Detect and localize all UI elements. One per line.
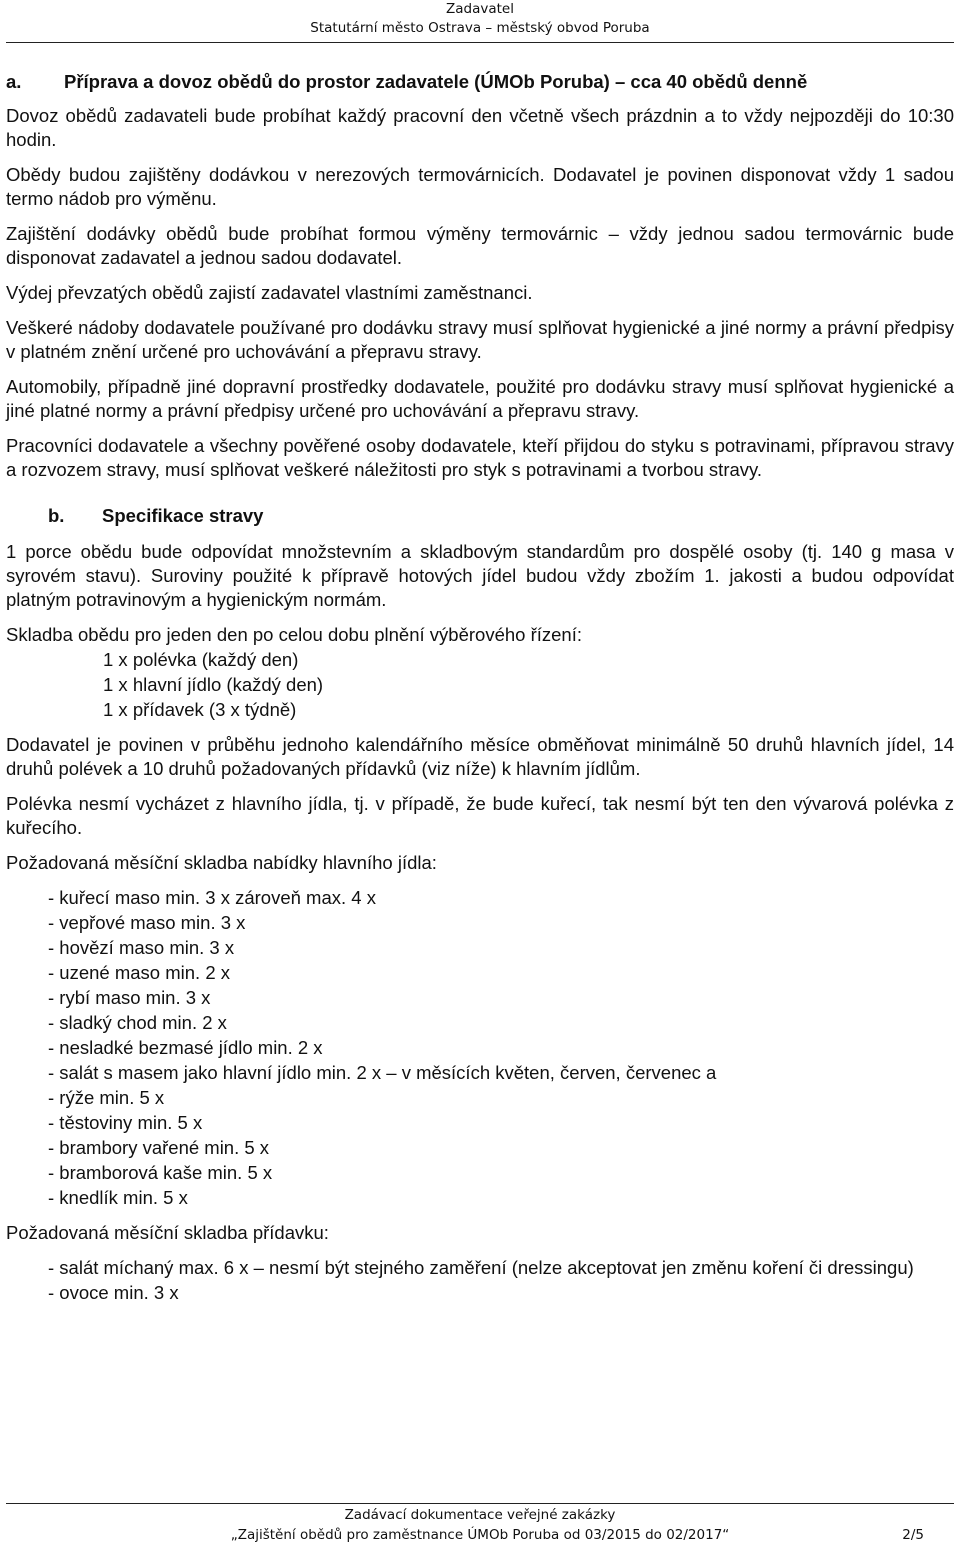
section-b-title: Specifikace stravy — [102, 505, 264, 526]
section-a-paragraph: Zajištění dodávky obědů bude probíhat formou výměny termovárnic – vždy jednou sadou termovárnic bude disponovat zadavatel a jednou sadou dodavatel. — [6, 223, 954, 268]
list-item: 1 x přídavek (3 x týdně) — [103, 699, 297, 720]
footer-divider — [6, 1503, 954, 1504]
header-divider — [6, 42, 954, 43]
variety-paragraph: Dodavatel je povinen v průběhu jednoho kalendářního měsíce obměňovat minimálně 50 druhů hlavních jídel, 14 druhů polévek a 10 druhů požadovaných přídavků (viz níže) k hlavním jídlům. — [6, 734, 954, 779]
section-a-heading — [6, 70, 954, 94]
list-item: - bramborová kaše min. 5 x — [48, 1162, 273, 1183]
section-a-paragraph: Obědy budou zajištěny dodávkou v nerezových termovárnicích. Dodavatel je povinen disponovat vždy 1 sadou termo nádob pro výměnu. — [6, 164, 954, 209]
main-dish-title: Požadovaná měsíční skladba nabídky hlavního jídla: — [6, 852, 437, 873]
section-a-paragraph: Dovoz obědů zadavateli bude probíhat každý pracovní den včetně všech prázdnin a to vždy nejpozději do 10:30 hodin. — [6, 105, 954, 150]
section-a-paragraph: Pracovníci dodavatele a všechny pověřené osoby dodavatele, kteří přijdou do styku s potravinami, přípravou stravy a rozvozem stravy, musí splňovat veškeré náležitosti pro styk s potravinami a tvorbou stravy. — [6, 435, 954, 480]
list-item: - salát s masem jako hlavní jídlo min. 2 x – v měsících květen, červen, červenec a — [48, 1062, 717, 1083]
footer-project-name: „Zajištění obědů pro zaměstnance ÚMOb Poruba od 03/2015 do 02/2017“ — [230, 1527, 730, 1543]
header-line-2: Statutární město Ostrava – městský obvod Poruba — [310, 20, 650, 36]
section-b-heading — [6, 504, 954, 528]
section-a-mark: a. — [6, 71, 22, 92]
list-item: 1 x polévka (každý den) — [103, 649, 299, 670]
list-item: - knedlík min. 5 x — [48, 1187, 188, 1208]
section-b-mark: b. — [48, 505, 65, 526]
list-item: 1 x hlavní jídlo (každý den) — [103, 674, 324, 695]
list-item: - kuřecí maso min. 3 x zároveň max. 4 x — [48, 887, 376, 908]
footer-row — [0, 1525, 960, 1545]
list-item: - nesladké bezmasé jídlo min. 2 x — [48, 1037, 323, 1058]
list-item: - rybí maso min. 3 x — [48, 987, 211, 1008]
page-header — [0, 0, 960, 38]
footer-title: Zadávací dokumentace veřejné zakázky — [344, 1507, 616, 1523]
soup-paragraph: Polévka nesmí vycházet z hlavního jídla, tj. v případě, že bude kuřecí, tak nesmí být ten den vývarová polévka z kuřecího. — [6, 793, 954, 838]
list-item: - salát míchaný max. 6 x – nesmí být stejného zaměření (nelze akceptovat jen změnu koření či dressingu) — [48, 1257, 914, 1278]
section-a-paragraph: Veškeré nádoby dodavatele používané pro dodávku stravy musí splňovat hygienické a jiné normy a právní předpisy v platném znění určené pro uchovávání a přepravu stravy. — [6, 317, 954, 362]
composition-intro: Skladba obědu pro jeden den po celou dobu plnění výběrového řízení: — [6, 624, 582, 645]
composition-list — [103, 647, 954, 722]
list-item: - rýže min. 5 x — [48, 1087, 165, 1108]
document-body — [6, 70, 954, 1316]
header-line-1: Zadavatel — [446, 1, 514, 17]
list-item: - brambory vařené min. 5 x — [48, 1137, 270, 1158]
list-item: - hovězí maso min. 3 x — [48, 937, 235, 958]
side-dish-title: Požadovaná měsíční skladba přídavku: — [6, 1222, 329, 1243]
side-dish-list — [48, 1255, 954, 1305]
section-a-paragraph: Výdej převzatých obědů zajistí zadavatel vlastními zaměstnanci. — [6, 282, 533, 303]
page-footer — [0, 1505, 960, 1545]
list-item: - ovoce min. 3 x — [48, 1282, 179, 1303]
list-item: - vepřové maso min. 3 x — [48, 912, 246, 933]
page-number: 2/5 — [902, 1527, 924, 1543]
section-a-paragraph: Automobily, případně jiné dopravní prostředky dodavatele, použité pro dodávku stravy musí splňovat hygienické a jiné platné normy a právní předpisy určené pro uchovávání a přepravu stravy. — [6, 376, 954, 421]
section-a-title: Příprava a dovoz obědů do prostor zadavatele (ÚMOb Poruba) – cca 40 obědů denně — [64, 71, 808, 92]
list-item: - sladký chod min. 2 x — [48, 1012, 227, 1033]
list-item: - uzené maso min. 2 x — [48, 962, 230, 983]
list-item: - těstoviny min. 5 x — [48, 1112, 203, 1133]
portion-standard-paragraph: 1 porce obědu bude odpovídat množstevním a skladbovým standardům pro dospělé osoby (tj. 140 g masa v syrovém stavu). Suroviny použité k přípravě hotových jídel budou vždy zbožím 1. jakosti a budou odpovídat platným potravinovým a hygienickým normám. — [6, 541, 954, 610]
main-dish-list — [48, 885, 954, 1210]
